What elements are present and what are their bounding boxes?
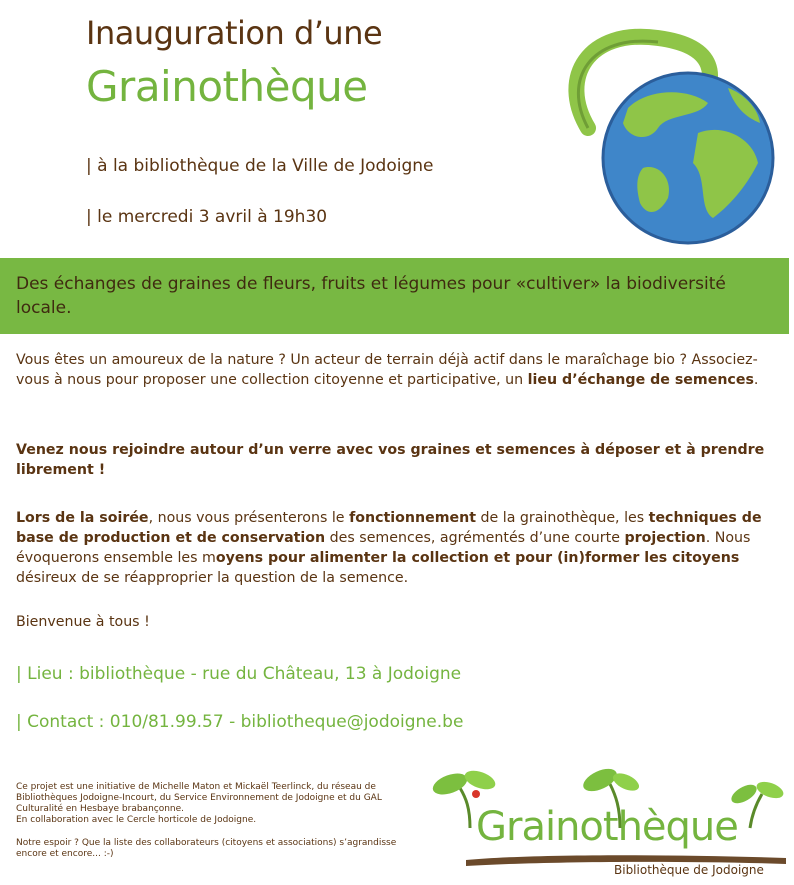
event-date: | le mercredi 3 avril à 19h30 <box>86 207 328 227</box>
tagline-banner <box>0 258 789 334</box>
credits-collaboration: En collaboration avec le Cercle horticole de Jodoigne. <box>16 815 257 825</box>
logo-subtitle: Bibliothèque de Jodoigne <box>614 863 764 877</box>
credits-block <box>16 782 416 860</box>
title-line2: Grainothèque <box>86 62 368 111</box>
welcome-text: Bienvenue à tous ! <box>16 614 150 630</box>
credits-initiative: Ce projet est une initiative de Michelle Maton et Mickaël Teerlinck, du réseau de Bibliothèques Jodoigne-Incourt, du Service Environnement de Jodoigne et du GAL Culturalité en Hesbaye brabançonne. <box>16 782 382 814</box>
title-line1: Inauguration d’une <box>86 14 383 52</box>
program-paragraph: Lors de la soirée, nous vous présenterons le fonctionnement de la grainothèque, les techniques de base de production et de conservation des semences, agrémentés d’une courte projection. Nous évoquerons ensemble les moyens pour alimenter la collection et pour (in)former les citoyens désireux de se réapproprier la question de la semence. <box>16 510 762 586</box>
logo-wordmark: Grainothèque <box>476 804 738 850</box>
sprouting-globe-icon <box>548 18 778 248</box>
tagline-text: Des échanges de graines de fleurs, fruits et légumes pour «cultiver» la biodiversité locale. <box>16 274 726 318</box>
event-place: | à la bibliothèque de la Ville de Jodoigne <box>86 156 434 176</box>
credits-hope: Notre espoir ? Que la liste des collaborateurs (citoyens et associations) s’agrandisse encore et encore... :-) <box>16 838 397 859</box>
invitation-paragraph: Venez nous rejoindre autour d’un verre avec vos graines et semences à déposer et à prendre librement ! <box>16 442 765 478</box>
grainotheque-logo <box>430 768 790 880</box>
contact-info: | Contact : 010/81.99.57 - bibliotheque@jodoigne.be <box>16 712 464 732</box>
intro-paragraph: Vous êtes un amoureux de la nature ? Un acteur de terrain déjà actif dans le maraîchage bio ? Associez-vous à nous pour proposer une collection citoyenne et participative, un lieu d’échange de semences. <box>16 352 759 388</box>
location-info: | Lieu : bibliothèque - rue du Château, 13 à Jodoigne <box>16 664 462 684</box>
